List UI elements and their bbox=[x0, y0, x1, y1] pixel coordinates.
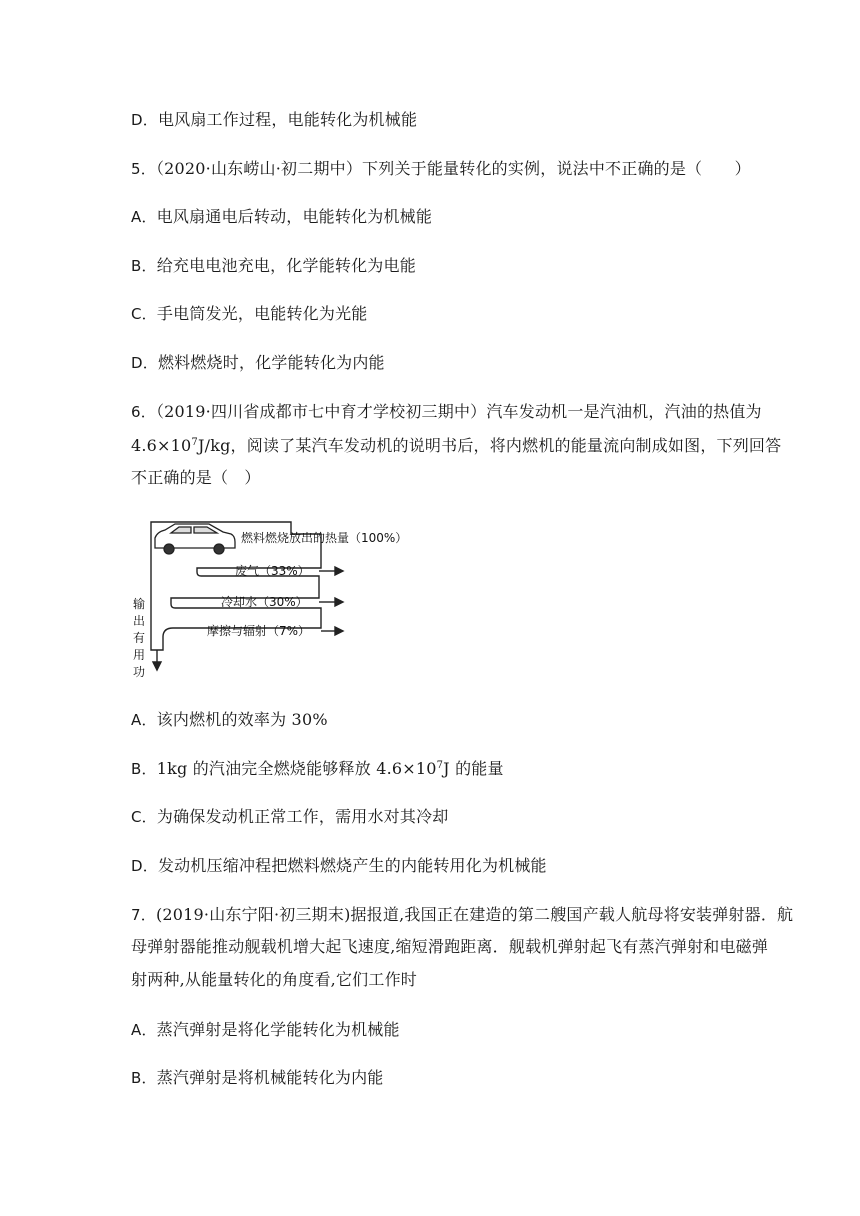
q5-option-b bbox=[131, 256, 416, 276]
option-text: 给充电电池充电，化学能转化为电能 bbox=[156, 256, 416, 275]
q6-option-c bbox=[131, 807, 448, 827]
option-text: 该内燃机的效率为 30% bbox=[156, 710, 328, 729]
question-stem: J/kg，阅读了某汽车发动机的说明书后，将内燃机的能量流向制成如图，下列回答 bbox=[197, 436, 782, 455]
option-text: 电风扇通电后转动，电能转化为机械能 bbox=[156, 207, 433, 226]
q5-option-d bbox=[131, 353, 385, 373]
option-text: 蒸汽弹射是将机械能转化为内能 bbox=[156, 1068, 384, 1087]
svg-text:有: 有 bbox=[133, 631, 146, 645]
question-stem: 不正确的是（ ） bbox=[131, 468, 261, 487]
option-text: 燃料燃烧时，化学能转化为内能 bbox=[157, 353, 385, 372]
q6-stem-line2 bbox=[131, 436, 781, 456]
q7-option-b bbox=[131, 1068, 384, 1088]
option-letter: A． bbox=[131, 1021, 157, 1039]
option-letter: A． bbox=[131, 711, 157, 729]
option-letter: D． bbox=[131, 354, 158, 372]
q6-option-d bbox=[131, 856, 547, 876]
option-letter: B． bbox=[131, 257, 157, 275]
svg-text:输: 输 bbox=[133, 597, 146, 611]
q7-option-a bbox=[131, 1020, 400, 1040]
option-text: 1kg 的汽油完全燃烧能够释放 4.6×10 bbox=[156, 759, 437, 778]
option-letter: D． bbox=[131, 111, 158, 129]
option-letter: B． bbox=[131, 760, 157, 778]
question-stem: 射两种,从能量转化的角度看,它们工作时 bbox=[131, 970, 417, 989]
option-letter: B． bbox=[131, 1069, 157, 1087]
cooling-water-label: 冷却水（30%） bbox=[221, 595, 308, 609]
question-number: 6． bbox=[131, 403, 156, 421]
question-number: 7． bbox=[131, 906, 156, 924]
option-text: 手电筒发光，电能转化为光能 bbox=[156, 304, 368, 323]
q5-option-c bbox=[131, 304, 367, 324]
heat-value: 4.6×10 bbox=[131, 436, 192, 455]
option-letter: A． bbox=[131, 208, 157, 226]
exponent: 7 bbox=[191, 437, 198, 448]
energy-flow-diagram bbox=[131, 512, 431, 684]
q6-stem-line1 bbox=[131, 402, 762, 422]
svg-text:用: 用 bbox=[133, 648, 146, 662]
car-icon bbox=[155, 524, 235, 554]
total-heat-label: 燃料燃烧放出的热量（100%） bbox=[241, 531, 408, 545]
option-text: 电风扇工作过程，电能转化为机械能 bbox=[157, 110, 418, 129]
q7-stem-line2 bbox=[131, 937, 768, 957]
svg-text:出: 出 bbox=[133, 614, 146, 628]
useful-work-label bbox=[133, 596, 145, 679]
option-text-tail: J 的能量 bbox=[443, 759, 504, 778]
exponent: 7 bbox=[436, 760, 444, 771]
q7-stem-line3 bbox=[131, 970, 417, 990]
option-text: 发动机压缩冲程把燃料燃烧产生的内能转用化为机械能 bbox=[157, 856, 547, 875]
option-text: 蒸汽弹射是将化学能转化为机械能 bbox=[156, 1020, 400, 1039]
option-letter: D． bbox=[131, 857, 158, 875]
question-stem: 据报道,我国正在建造的第二艘国产载人航母将安装弹射器．航 bbox=[350, 905, 794, 924]
question-source: （2020·山东崂山·初二期中） bbox=[155, 159, 363, 178]
question-stem: 汽车发动机一是汽油机，汽油的热值为 bbox=[486, 402, 762, 421]
question-number: 5． bbox=[131, 160, 156, 178]
q6-stem-line3 bbox=[131, 468, 261, 488]
q6-option-a bbox=[131, 710, 328, 730]
q5-option-a bbox=[131, 207, 432, 227]
question-source: (2019·山东宁阳·初三期末) bbox=[155, 905, 351, 924]
option-text: 为确保发动机正常工作，需用水对其冷却 bbox=[156, 807, 449, 826]
q7-stem-line1 bbox=[131, 905, 793, 925]
svg-text:功: 功 bbox=[133, 665, 146, 679]
exhaust-label: 废气（33%） bbox=[235, 564, 310, 578]
q4-option-d bbox=[131, 110, 417, 130]
question-stem: 下列关于能量转化的实例，说法中不正确的是（ ） bbox=[362, 159, 751, 178]
q6-option-b bbox=[131, 759, 504, 779]
friction-radiation-label: 摩擦与辐射（7%） bbox=[207, 624, 311, 638]
option-letter: C． bbox=[131, 305, 157, 323]
q5-stem bbox=[131, 159, 751, 179]
option-letter: C． bbox=[131, 808, 157, 826]
question-stem: 母弹射器能推动舰载机增大起飞速度,缩短滑跑距离．舰载机弹射起飞有蒸汽弹射和电磁弹 bbox=[131, 937, 769, 956]
question-source: （2019·四川省成都市七中育才学校初三期中） bbox=[155, 402, 487, 421]
